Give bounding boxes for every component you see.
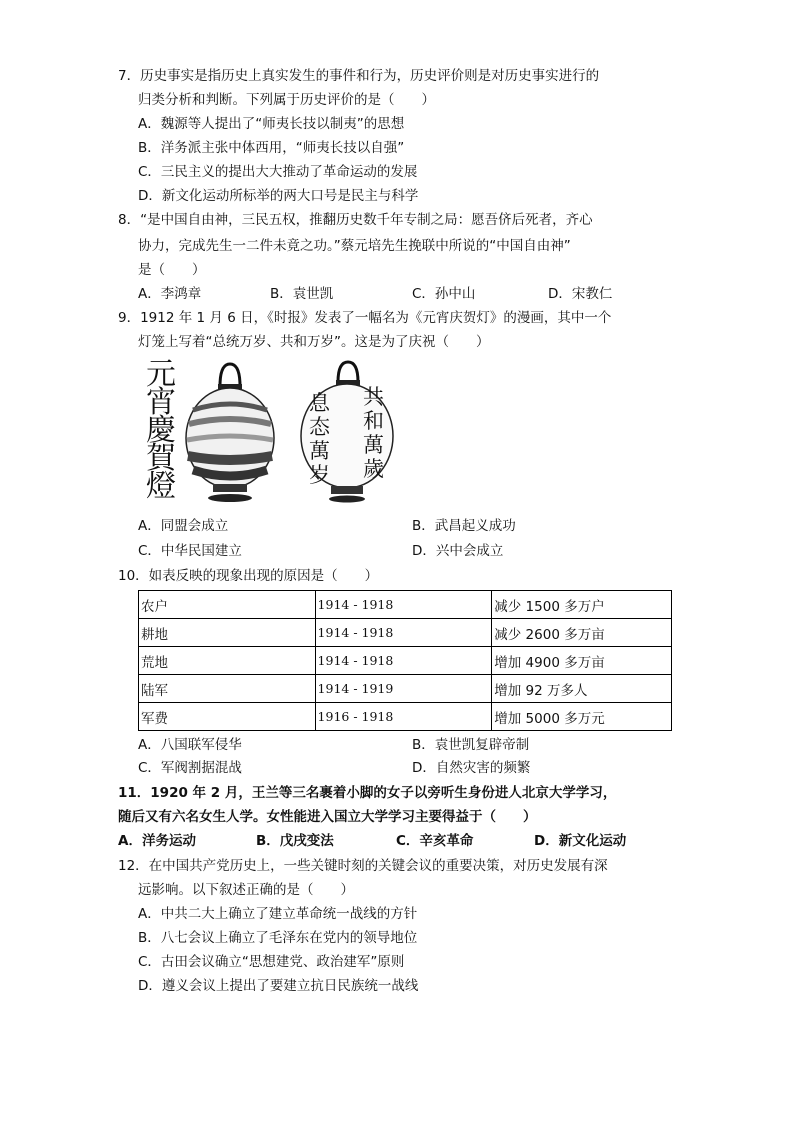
lantern-right-char: 和 <box>363 409 384 433</box>
table-cell: 1914 - 1918 <box>315 647 492 675</box>
text-lantern <box>301 362 393 503</box>
q8-option-c: C．孙中山 <box>412 286 476 302</box>
table-row <box>139 619 672 647</box>
q9-stem-line2: 灯笼上写着“总统万岁、共和万岁”。这是为了庆祝（ ） <box>138 334 490 350</box>
lantern-right-char: 歲 <box>363 457 384 481</box>
q12-option-d: D．遵义会议上提出了要建立抗日民族统一战线 <box>138 978 419 994</box>
table-cell: 减少 2600 多万亩 <box>492 619 672 647</box>
lantern-left-char: 息 <box>309 391 330 415</box>
table-cell: 1914 - 1918 <box>315 619 492 647</box>
table-cell: 1916 - 1918 <box>315 703 492 731</box>
q10-option-b: B．袁世凯复辟帝制 <box>412 737 530 753</box>
caption-char: 慶 <box>146 413 176 448</box>
q8-option-b: B．袁世凯 <box>270 286 334 302</box>
q7-option-c: C．三民主义的提出大大推动了革命运动的发展 <box>138 164 418 180</box>
caption-char: 宵 <box>146 385 176 420</box>
table-cell: 增加 5000 多万元 <box>492 703 672 731</box>
q11-option-a: A．洋务运动 <box>118 833 196 849</box>
q7-option-d: D．新文化运动所标举的两大口号是民主与科学 <box>138 188 419 204</box>
q9-stem-line1: 9．1912 年 1 月 6 日，《时报》发表了一幅名为《元宵庆贺灯》的漫画，其中一个 <box>118 310 612 326</box>
q8-option-d: D．宋教仁 <box>548 286 613 302</box>
q8-stem-line3: 是（ ） <box>138 262 206 278</box>
table-cell: 1914 - 1919 <box>315 675 492 703</box>
q8-option-a: A．李鸿章 <box>138 286 202 302</box>
q12-stem-line1: 12．在中国共产党历史上，一些关键时刻的关键会议的重要决策，对历史发展有深 <box>118 858 608 874</box>
q10-option-d: D．自然灾害的频繁 <box>412 760 531 776</box>
q11-option-c: C．辛亥革命 <box>396 833 474 849</box>
table-cell: 增加 92 万多人 <box>492 675 672 703</box>
lantern-left-char: 态 <box>309 415 330 439</box>
q7-option-a: A．魏源等人提出了“师夷长技以制夷”的思想 <box>138 116 405 132</box>
q7-stem-line2: 归类分析和判断。下列属于历史评价的是（ ） <box>138 92 435 108</box>
q12-option-c: C．古田会议确立“思想建党、政治建军”原则 <box>138 954 405 970</box>
q11-stem-line1: 11．1920 年 2 月，王兰等三名裹着小脚的女子以旁听生身份进人北京大学学习， <box>118 785 617 801</box>
q9-option-a: A．同盟会成立 <box>138 518 229 534</box>
caption-char: 賀 <box>146 441 176 476</box>
q10-option-a: A．八国联军侵华 <box>138 737 242 753</box>
q10-table <box>138 590 672 731</box>
q8-stem-line1: 8．“是中国自由神，三民五权，推翻历史数千年专制之局：愿吾侪后死者，齐心 <box>118 212 593 228</box>
table-cell: 陆军 <box>139 675 316 703</box>
q9-option-d: D．兴中会成立 <box>412 543 504 559</box>
q7-option-b: B．洋务派主张中体西用，“师夷长技以自强” <box>138 140 405 156</box>
table-row <box>139 591 672 619</box>
table-cell: 军费 <box>139 703 316 731</box>
lantern-left-char: 岁 <box>309 463 330 487</box>
q10-stem-line1: 10．如表反映的现象出现的原因是（ ） <box>118 568 379 584</box>
table-cell: 荒地 <box>139 647 316 675</box>
q7-stem-line1: 7．历史事实是指历史上真实发生的事件和行为，历史评价则是对历史事实进行的 <box>118 68 600 84</box>
table-row <box>139 675 672 703</box>
table-row <box>139 703 672 731</box>
lantern-left-char: 萬 <box>309 439 330 463</box>
lantern-caption <box>141 357 181 504</box>
q8-stem-line2: 协力，完成先生一二件未竟之功。”蔡元培先生挽联中所说的“中国自由神” <box>138 238 571 254</box>
q12-option-a: A．中共二大上确立了建立革命统一战线的方针 <box>138 906 418 922</box>
caption-char: 元 <box>146 357 176 392</box>
striped-lantern <box>186 364 274 502</box>
table-cell: 耕地 <box>139 619 316 647</box>
table-cell: 农户 <box>139 591 316 619</box>
table-cell: 增加 4900 多万亩 <box>492 647 672 675</box>
q9-option-c: C．中华民国建立 <box>138 543 242 559</box>
lantern-right-char: 萬 <box>363 433 384 457</box>
lantern-illustration <box>185 358 410 508</box>
table-cell: 减少 1500 多万户 <box>492 591 672 619</box>
q10-option-c: C．军阀割据混战 <box>138 760 242 776</box>
q11-option-d: D．新文化运动 <box>534 833 627 849</box>
table-cell: 1914 - 1918 <box>315 591 492 619</box>
q11-option-b: B．戊戌变法 <box>256 833 334 849</box>
caption-char: 燈 <box>146 469 176 504</box>
q11-stem-line2: 随后又有六名女生人学。女性能进入国立大学学习主要得益于（ ） <box>118 809 537 825</box>
table-row <box>139 647 672 675</box>
q12-stem-line2: 远影响。以下叙述正确的是（ ） <box>138 882 354 898</box>
q9-option-b: B．武昌起义成功 <box>412 518 516 534</box>
lantern-right-char: 共 <box>363 385 384 409</box>
q12-option-b: B．八七会议上确立了毛泽东在党内的领导地位 <box>138 930 418 946</box>
